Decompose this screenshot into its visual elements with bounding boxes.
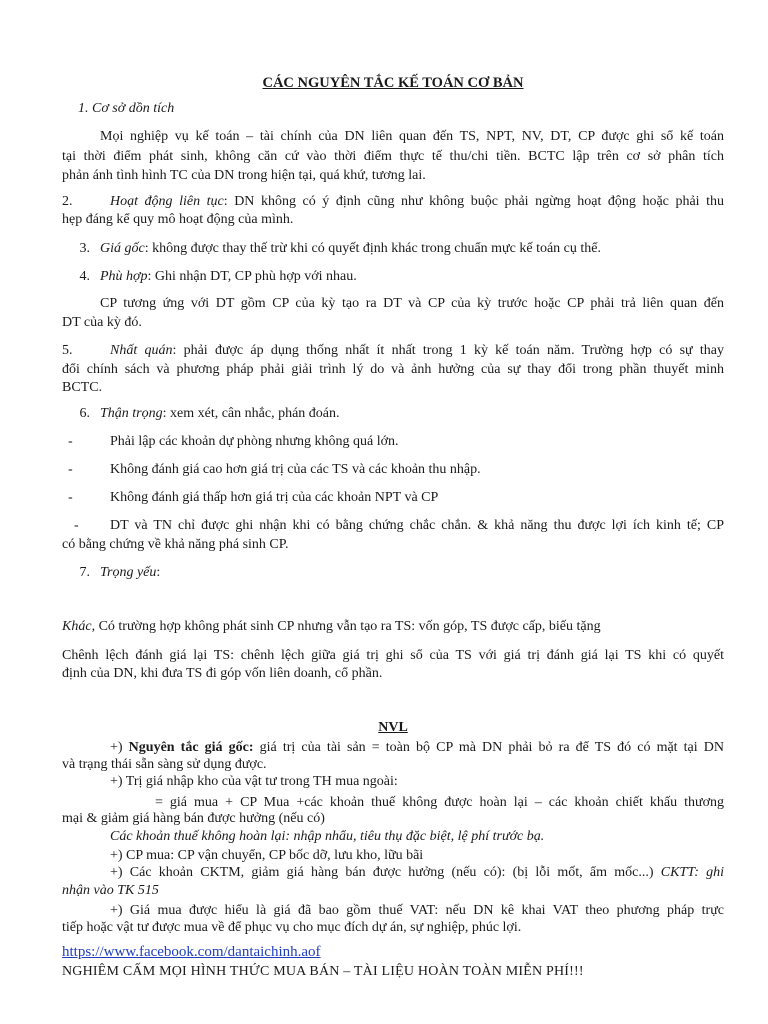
section-1-line-3: phản ánh tình hình TC của DN trong hiện tại, quá khứ, tương lai. bbox=[62, 168, 426, 183]
bullet-2-dash: - bbox=[68, 462, 73, 477]
facebook-link[interactable]: https://www.facebook.com/dantaichinh.aof bbox=[62, 944, 321, 960]
nvl-item-7-line-1: +) Giá mua được hiểu là giá đã bao gồm thuế VAT: nếu DN kê khai VAT theo phương pháp trực bbox=[110, 903, 724, 918]
bullet-3-dash: - bbox=[68, 490, 73, 505]
section-3-term: Giá gốc bbox=[100, 241, 145, 256]
section-5-line-2: đổi chính sách và phương pháp phải giải trình lý do và ảnh hưởng của sự thay đổi trong phần thuyết minh bbox=[62, 362, 724, 377]
section-4-text: : Ghi nhận DT, CP phù hợp với nhau. bbox=[147, 269, 357, 284]
section-7-term: Trọng yếu bbox=[100, 565, 157, 580]
nvl-item-6-text: +) Các khoản CKTM, giảm giá hàng bán được hưởng (nếu có): (bị lỗi mốt, ẩm mốc...) bbox=[110, 865, 661, 880]
bullet-3-text: Không đánh giá thấp hơn giá trị của các khoản NPT và CP bbox=[110, 490, 439, 505]
other-text: , Có trường hợp không phát sinh CP nhưng vẫn tạo ra TS: vốn góp, TS được cấp, biếu tặng bbox=[91, 619, 601, 634]
section-1-line-1: Mọi nghiệp vụ kế toán – tài chính của DN liên quan đến TS, NPT, NV, DT, CP được ghi sổ kế toán bbox=[100, 129, 724, 144]
revaluation-line-2: định của DN, khi đưa TS đi góp vốn liên doanh, cổ phần. bbox=[62, 666, 383, 681]
section-2-term: Hoạt động liên tục bbox=[110, 194, 224, 209]
section-4-line-3: DT của kỳ đó. bbox=[62, 315, 142, 330]
section-6-line bbox=[62, 405, 724, 423]
section-5-term: Nhất quán bbox=[110, 343, 173, 358]
nvl-item-6-line-2: nhận vào TK 515 bbox=[62, 883, 159, 898]
nvl-item-1-line-1 bbox=[110, 739, 724, 757]
page-title: CÁC NGUYÊN TẮC KẾ TOÁN CƠ BẢN bbox=[262, 75, 524, 91]
section-2-line-2: hẹp đáng kể quy mô hoạt động của mình. bbox=[62, 212, 294, 227]
section-6-term: Thận trọng bbox=[100, 406, 163, 421]
section-3-number: 3. bbox=[79, 241, 90, 256]
other-line bbox=[62, 618, 724, 636]
bullet-4-dash: - bbox=[74, 518, 79, 533]
nvl-item-1-prefix: +) bbox=[110, 740, 129, 755]
bullet-1-text: Phải lập các khoản dự phòng nhưng không quá lớn. bbox=[110, 434, 399, 449]
section-5-number: 5. bbox=[62, 343, 73, 358]
section-2-text: : DN không có ý định cũng như không buộc phải ngừng hoạt động hoặc phải thu bbox=[223, 194, 724, 209]
nvl-item-7-line-2: tiếp hoặc vật tư được mua về để phục vụ cho mục đích dự án, sự nghiệp, phúc lợi. bbox=[62, 920, 522, 935]
section-2-number: 2. bbox=[62, 194, 73, 209]
section-5-line-3: BCTC. bbox=[62, 380, 103, 395]
section-4-number: 4. bbox=[79, 269, 90, 284]
section-4-line bbox=[62, 268, 724, 286]
nvl-item-1-line-2: và trạng thái sẵn sàng sử dụng được. bbox=[62, 757, 267, 772]
section-5-line-1 bbox=[62, 342, 724, 360]
section-7-number: 7. bbox=[79, 565, 90, 580]
section-3-text: : không được thay thế trừ khi có quyết định khác trong chuẩn mực kế toán cụ thể. bbox=[144, 241, 601, 256]
nvl-item-6-italic: CKTT: ghi bbox=[660, 865, 725, 880]
bullet-1-dash: - bbox=[68, 434, 73, 449]
nvl-item-3-line-1: = giá mua + CP Mua +các khoản thuế không được hoàn lại – các khoản chiết khấu thương bbox=[155, 795, 724, 810]
other-term: Khác bbox=[62, 619, 92, 634]
section-3-line bbox=[62, 240, 724, 258]
section-2-line-1 bbox=[62, 193, 724, 211]
nvl-item-4: Các khoản thuế không hoàn lại: nhập nhẩu, tiêu thụ đặc biệt, lệ phí trước bạ. bbox=[110, 829, 545, 844]
nvl-item-6-line-1 bbox=[110, 864, 724, 882]
revaluation-line-1: Chênh lệch đánh giá lại TS: chênh lệch giữa giá trị ghi sổ của TS với giá trị đánh giá lại TS khi có quyết bbox=[62, 648, 724, 663]
section-4-line-2: CP tương ứng với DT gồm CP của kỳ tạo ra DT và CP của kỳ trước hoặc CP phải trả liên quan đến bbox=[100, 296, 724, 311]
bullet-4-line-1: DT và TN chỉ được ghi nhận khi có bằng chứng chắc chắn. & khả năng thu được lợi ích kinh tế; CP bbox=[110, 518, 724, 533]
bullet-4-line-2: có bằng chứng về khả năng phá sinh CP. bbox=[62, 537, 289, 552]
nvl-item-1-term: Nguyên tắc giá gốc: bbox=[128, 740, 254, 755]
footer-notice: NGHIÊM CẤM MỌI HÌNH THỨC MUA BÁN – TÀI LIỆU HOÀN TOÀN MIỄN PHÍ!!! bbox=[62, 964, 584, 979]
section-6-number: 6. bbox=[79, 406, 90, 421]
section-4-term: Phù hợp bbox=[100, 269, 148, 284]
nvl-item-3-line-2: mại & giảm giá hàng bán được hưởng (nếu có) bbox=[62, 811, 325, 826]
section-5-text: : phải được áp dụng thống nhất ít nhất trong 1 kỳ kế toán năm. Trường hợp có sự thay bbox=[172, 343, 724, 358]
nvl-item-1-text: giá trị của tài sản = toàn bộ CP mà DN phải bỏ ra để TS đó có mặt tại DN bbox=[253, 740, 724, 755]
section-6-text: : xem xét, cân nhắc, phán đoán. bbox=[162, 406, 340, 421]
nvl-item-2: +) Trị giá nhập kho của vật tư trong TH mua ngoài: bbox=[110, 774, 398, 789]
bullet-2-text: Không đánh giá cao hơn giá trị của các TS và các khoản thu nhập. bbox=[110, 462, 481, 477]
nvl-item-5: +) CP mua: CP vận chuyển, CP bốc dỡ, lưu kho, lữu bãi bbox=[110, 848, 424, 863]
section-1-heading: 1. Cơ sở dồn tích bbox=[78, 101, 175, 116]
section-7-colon: : bbox=[156, 565, 161, 580]
section-7-line bbox=[62, 564, 724, 582]
nvl-title: NVL bbox=[378, 720, 408, 735]
section-1-line-2: tại thời điểm phát sinh, không căn cứ vào thời điểm thực tế thu/chi tiền. BCTC lập trên cơ sở phân tích bbox=[62, 149, 724, 164]
